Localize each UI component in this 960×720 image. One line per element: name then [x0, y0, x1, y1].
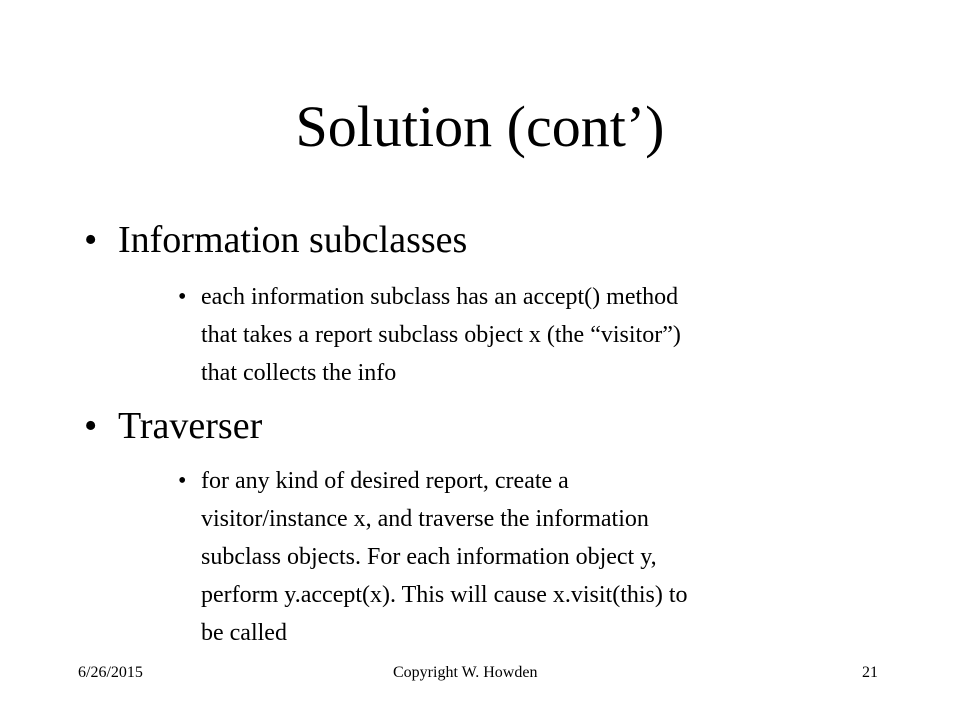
sub-bullet-accept-method	[178, 278, 878, 392]
sub-bullet-line: perform y.accept(x). This will cause x.visit(this) to	[201, 582, 688, 608]
sub-bullet-line: that collects the info	[201, 360, 397, 386]
bullet-information-subclasses	[84, 218, 467, 262]
bullet-heading: Traverser	[118, 405, 263, 447]
footer-page-number: 21	[862, 664, 878, 681]
sub-bullet-line: visitor/instance x, and traverse the information	[201, 506, 649, 532]
sub-bullet-line: each information subclass has an accept() method	[201, 284, 679, 310]
bullet-traverser	[84, 404, 262, 448]
sub-bullet-line: be called	[201, 620, 287, 646]
sub-bullet-line: for any kind of desired report, create a	[201, 468, 569, 494]
footer-copyright: Copyright W. Howden	[393, 664, 538, 681]
slide-title: Solution (cont’)	[295, 94, 665, 159]
bullet-heading: Information subclasses	[118, 219, 468, 261]
sub-bullet-marker: •	[178, 284, 187, 310]
sub-bullet-line: subclass objects. For each information object y,	[201, 544, 657, 570]
sub-bullet-marker: •	[178, 468, 187, 494]
sub-bullet-line: that takes a report subclass object x (the “visitor”)	[201, 322, 681, 348]
footer-date: 6/26/2015	[78, 664, 143, 681]
sub-bullet-traverse-objects	[178, 462, 878, 652]
bullet-marker: •	[84, 219, 98, 261]
bullet-marker: •	[84, 405, 98, 447]
